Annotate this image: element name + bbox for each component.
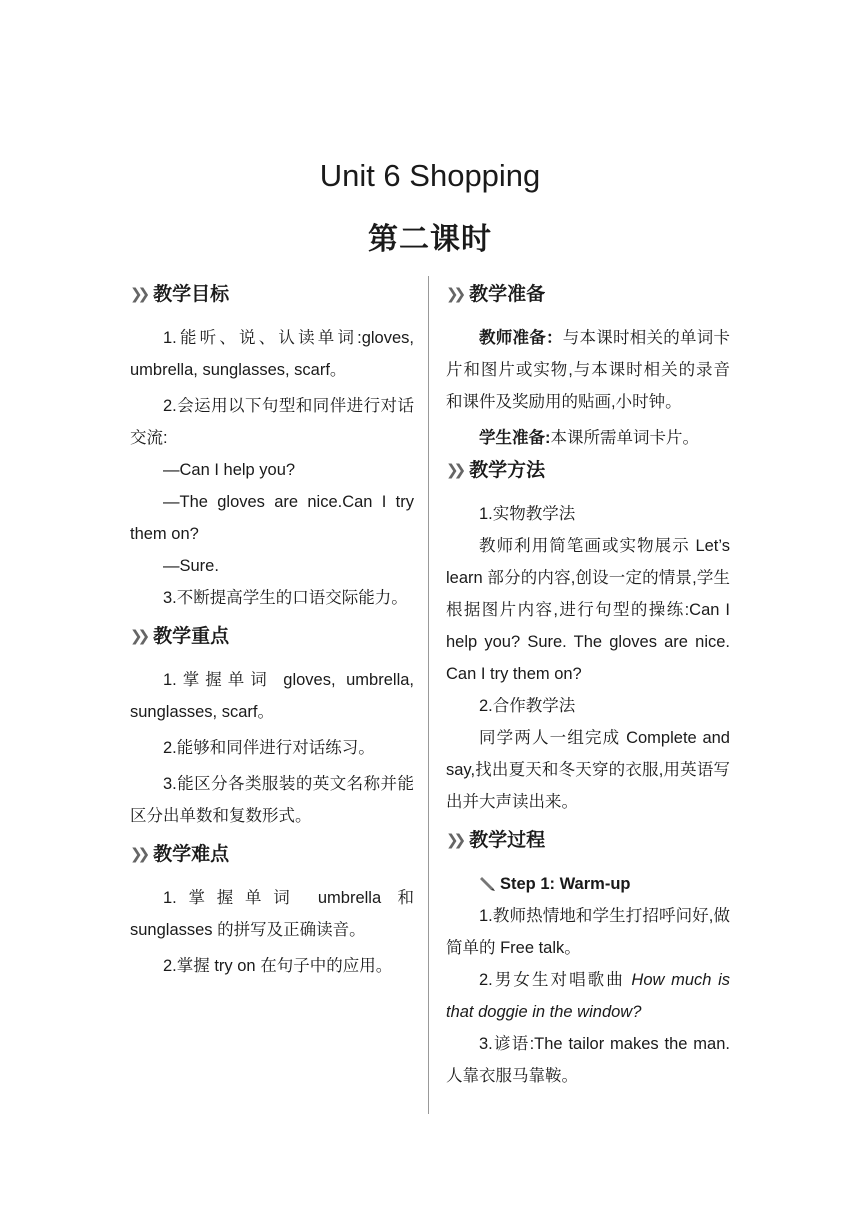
- section-title: 教学过程: [469, 830, 546, 851]
- process-item: [446, 964, 730, 1028]
- process-item: 1.教师热情地和学生打招呼问好,做简单的 Free talk。: [446, 907, 730, 957]
- process-item: 3.谚语:The tailor makes the man.人靠衣服马靠鞍。: [446, 1035, 730, 1085]
- section-title: 教学难点: [153, 844, 230, 865]
- section-title: 教学准备: [469, 284, 546, 305]
- student-preparation-label: 学生准备:: [479, 429, 551, 447]
- objective-item: 3.不断提高学生的口语交际能力。: [163, 589, 408, 607]
- key-point-item: 2.能够和同伴进行对话练习。: [163, 739, 375, 757]
- teacher-preparation-label: 教师准备：: [479, 329, 563, 347]
- double-chevron-icon: ❯❯: [130, 286, 146, 303]
- section-heading-process: [446, 824, 730, 858]
- section-heading-key-points: [130, 620, 414, 654]
- dialogue-line: —Sure.: [163, 557, 219, 575]
- teacher-preparation-text: 与本课时相关的单词卡片和图片或实物,与本课时相关的录音和课件及奖励用的贴画,小时钟。: [446, 329, 730, 411]
- difficulty-item: 1.掌握单词 umbrella 和 sunglasses 的拼写及正确读音。: [130, 889, 414, 939]
- student-preparation: [446, 422, 730, 454]
- left-column: [130, 278, 414, 982]
- key-point-item: 1.掌握单词 gloves, umbrella, sunglasses, scarf。: [130, 671, 414, 721]
- column-divider: [428, 276, 429, 1114]
- method-item: 2.合作教学法: [479, 697, 576, 715]
- step-title: Step 1: Warm-up: [500, 875, 631, 893]
- double-chevron-icon: ❯❯: [130, 846, 146, 863]
- right-column: [446, 278, 730, 1092]
- step-heading: [446, 868, 730, 900]
- double-chevron-icon: ❯❯: [446, 462, 462, 479]
- key-point-item: 3.能区分各类服装的英文名称并能区分出单数和复数形式。: [130, 775, 414, 825]
- double-chevron-icon: ❯❯: [446, 832, 462, 849]
- difficulty-item: 2.掌握 try on 在句子中的应用。: [163, 957, 393, 975]
- section-heading-objectives: [130, 278, 414, 312]
- section-title: 教学重点: [153, 626, 230, 647]
- objective-item: 1.能听、说、认读单词:gloves, umbrella, sunglasses, scarf。: [130, 329, 414, 379]
- lesson-subtitle: 第二课时: [368, 223, 492, 256]
- method-item: 1.实物教学法: [479, 505, 576, 523]
- objective-item: 2.会运用以下句型和同伴进行对话交流:: [130, 397, 414, 447]
- section-title: 教学方法: [469, 460, 546, 481]
- song-title: How much is that doggie in the window?: [446, 971, 730, 1021]
- section-title: 教学目标: [153, 284, 230, 305]
- section-heading-preparation: [446, 278, 730, 312]
- pen-icon: [480, 876, 496, 892]
- document-title: Unit 6 Shopping: [319, 158, 541, 193]
- student-preparation-text: 本课所需单词卡片。: [550, 429, 699, 447]
- double-chevron-icon: ❯❯: [130, 628, 146, 645]
- method-description: 教师利用简笔画或实物展示 Let’s learn 部分的内容,创设一定的情景,学生根据图片内容,进行句型的操练:Can I help you? Sure. The gloves are nice. Can I try them on?: [446, 537, 730, 683]
- dialogue-line: —Can I help you?: [163, 461, 296, 479]
- double-chevron-icon: ❯❯: [446, 286, 462, 303]
- section-heading-methods: [446, 454, 730, 488]
- process-item-prefix: 2.男女生对唱歌曲: [479, 971, 632, 989]
- method-description: 同学两人一组完成 Complete and say,找出夏天和冬天穿的衣服,用英语写出并大声读出来。: [446, 729, 730, 811]
- dialogue-line: —The gloves are nice.Can I try them on?: [130, 493, 414, 543]
- teacher-preparation: [446, 322, 730, 418]
- section-heading-difficulties: [130, 838, 414, 872]
